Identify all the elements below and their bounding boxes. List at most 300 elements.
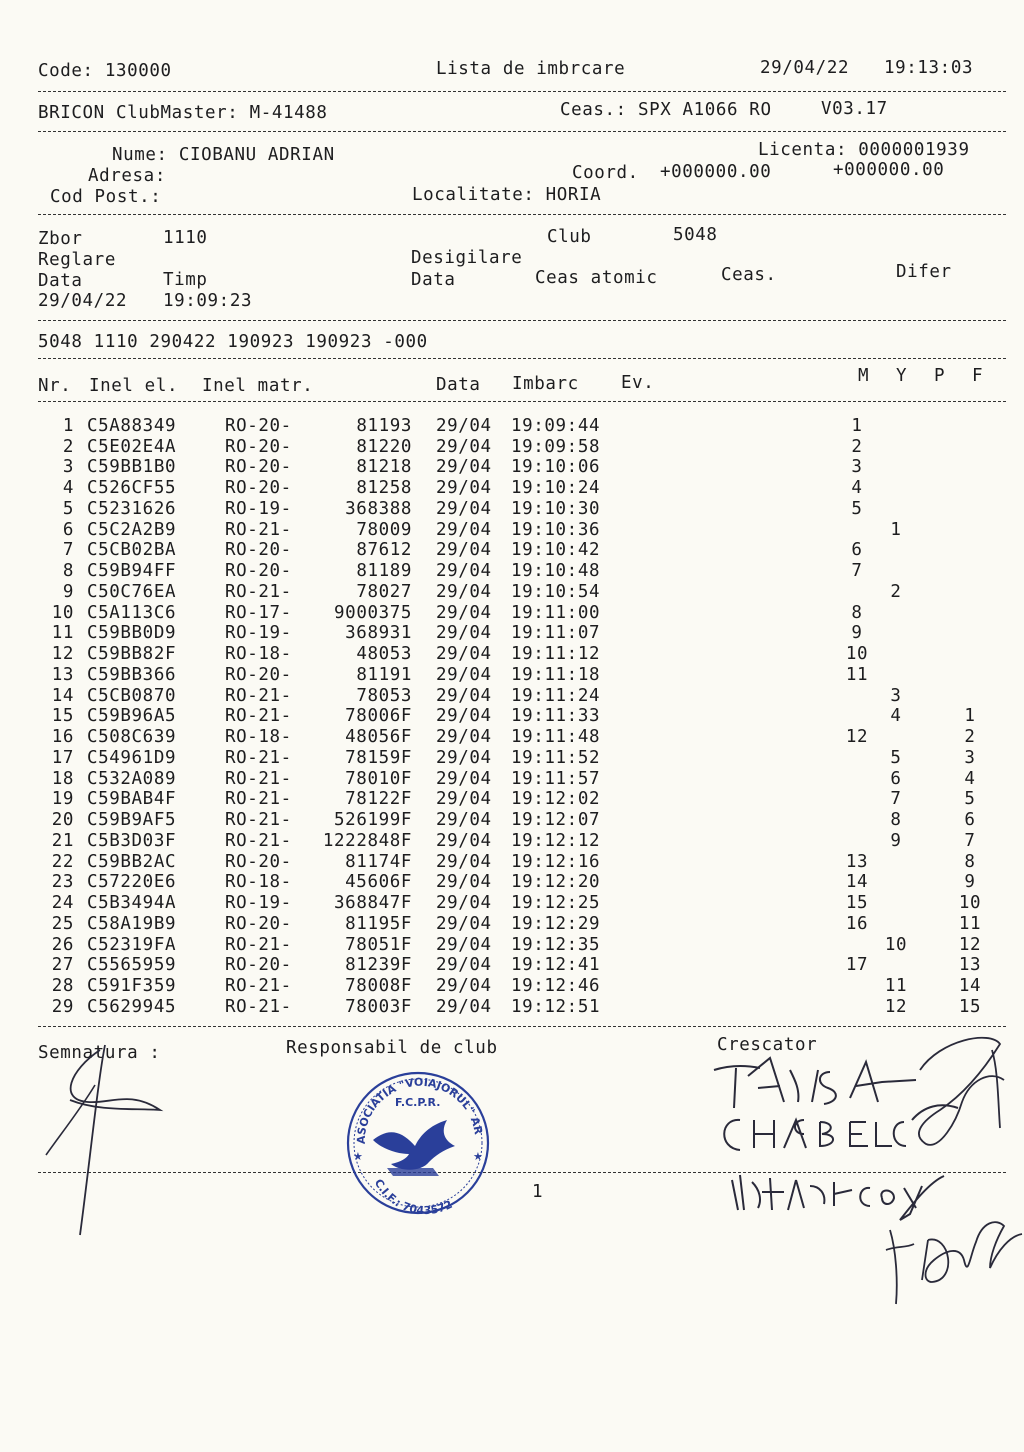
clock-column-label: Ceas. <box>721 265 777 285</box>
row-basketing-time: 19:12:41 <box>511 955 601 976</box>
row-date: 29/04 <box>436 747 492 768</box>
locality: Localitate: HORIA <box>412 185 602 205</box>
row-ring-prefix: RO-19- <box>225 893 292 914</box>
row-electronic-ring: C5231626 <box>87 498 177 519</box>
document-title: Lista de imbrcare <box>436 59 626 79</box>
row-date: 29/04 <box>436 851 492 872</box>
row-date: 29/04 <box>436 872 492 893</box>
row-y: 9 <box>890 830 902 851</box>
row-ring-number: 78027 <box>356 581 412 602</box>
row-nr: 24 <box>51 893 74 914</box>
row-ring-number: 9000375 <box>334 602 412 623</box>
row-electronic-ring: C5B3D03F <box>87 830 177 851</box>
row-ring-prefix: RO-20- <box>225 540 292 561</box>
row-f: 7 <box>964 830 976 851</box>
row-m: 5 <box>851 498 863 519</box>
row-ring-prefix: RO-20- <box>225 955 292 976</box>
row-y: 2 <box>890 581 902 602</box>
stamp-top-text: ASOCIATIA "VOIAJORUL" ARAD <box>338 1058 485 1145</box>
row-y: 6 <box>890 768 902 789</box>
row-f: 9 <box>964 872 976 893</box>
row-basketing-time: 19:11:33 <box>511 706 601 727</box>
divider <box>38 131 1006 132</box>
row-nr: 17 <box>51 747 74 768</box>
row-electronic-ring: C5E02E4A <box>87 436 177 457</box>
col-f: F <box>972 366 984 386</box>
row-ring-number: 81191 <box>356 664 412 685</box>
row-basketing-time: 19:10:36 <box>511 519 601 540</box>
breeder-label: Crescator <box>717 1035 818 1055</box>
table-row <box>0 623 1024 644</box>
row-date: 29/04 <box>436 934 492 955</box>
row-electronic-ring: C526CF55 <box>87 478 177 499</box>
version-label: V03.17 <box>821 99 888 119</box>
row-y: 1 <box>890 519 902 540</box>
row-electronic-ring: C59BB2AC <box>87 851 177 872</box>
row-ring-prefix: RO-21- <box>225 934 292 955</box>
row-ring-prefix: RO-18- <box>225 727 292 748</box>
row-basketing-time: 19:09:58 <box>511 436 601 457</box>
row-basketing-time: 19:10:54 <box>511 581 601 602</box>
address-label: Adresa: <box>88 166 166 186</box>
row-f: 14 <box>958 975 982 996</box>
row-electronic-ring: C5A88349 <box>87 416 177 436</box>
row-nr: 10 <box>51 602 74 623</box>
row-electronic-ring: C5A113C6 <box>87 602 177 623</box>
row-nr: 25 <box>51 913 74 934</box>
row-ring-number: 78010F <box>345 768 412 789</box>
row-date: 29/04 <box>436 685 492 706</box>
row-electronic-ring: C59BAB4F <box>87 789 177 810</box>
row-nr: 11 <box>51 623 74 644</box>
row-basketing-time: 19:12:35 <box>511 934 601 955</box>
flight-number: 1110 <box>163 228 208 248</box>
row-y: 12 <box>884 996 908 1017</box>
row-m: 6 <box>851 540 863 561</box>
row-ring-number: 78122F <box>345 789 412 810</box>
divider <box>38 91 1006 92</box>
row-f: 12 <box>958 934 982 955</box>
row-electronic-ring: C5CB02BA <box>87 540 177 561</box>
row-basketing-time: 19:11:48 <box>511 727 601 748</box>
row-ring-number: 81174F <box>345 851 412 872</box>
setting-date: 29/04/22 <box>38 291 128 311</box>
row-ring-number: 526199F <box>334 810 412 831</box>
row-f: 6 <box>964 810 976 831</box>
club-number: 5048 <box>673 225 718 245</box>
row-date: 29/04 <box>436 810 492 831</box>
row-m: 17 <box>845 955 869 976</box>
col-electronic-ring: Inel el. <box>89 376 179 396</box>
row-date: 29/04 <box>436 830 492 851</box>
row-basketing-time: 19:10:24 <box>511 478 601 499</box>
row-ring-number: 81258 <box>356 478 412 499</box>
coord-label: Coord. <box>572 163 639 183</box>
row-f: 5 <box>964 789 976 810</box>
row-ring-prefix: RO-18- <box>225 872 292 893</box>
stamp-fcpr: F.C.P.R. <box>395 1096 441 1109</box>
stamp-bird-icon <box>373 1120 455 1176</box>
row-electronic-ring: C57220E6 <box>87 872 177 893</box>
row-nr: 28 <box>51 975 74 996</box>
row-y: 8 <box>890 810 902 831</box>
row-ring-number: 81239F <box>345 955 412 976</box>
row-electronic-ring: C532A089 <box>87 768 177 789</box>
row-basketing-time: 19:10:30 <box>511 498 601 519</box>
row-y: 4 <box>890 706 902 727</box>
row-electronic-ring: C59B9AF5 <box>87 810 177 831</box>
row-date: 29/04 <box>436 436 492 457</box>
col-basketing-time: Imbarc <box>512 374 579 394</box>
row-nr: 14 <box>51 685 74 706</box>
row-electronic-ring: C591F359 <box>87 975 177 996</box>
club-label: Club <box>547 227 592 247</box>
divider <box>38 320 1006 321</box>
row-basketing-time: 19:10:06 <box>511 457 601 478</box>
row-ring-prefix: RO-21- <box>225 996 292 1017</box>
owner-name: Nume: CIOBANU ADRIAN <box>112 145 335 165</box>
row-basketing-time: 19:10:48 <box>511 561 601 582</box>
row-ring-prefix: RO-19- <box>225 623 292 644</box>
row-nr: 18 <box>51 768 74 789</box>
clubmaster-label: BRICON ClubMaster: M-41488 <box>38 103 328 123</box>
row-f: 13 <box>958 955 982 976</box>
row-ring-number: 48056F <box>345 727 412 748</box>
row-ring-prefix: RO-21- <box>225 685 292 706</box>
table-row <box>0 686 1024 707</box>
svg-text:★: ★ <box>353 1150 363 1163</box>
row-ring-number: 1222848F <box>322 830 412 851</box>
page-number: 1 <box>532 1182 544 1202</box>
row-f: 3 <box>964 747 976 768</box>
row-f: 10 <box>958 893 982 914</box>
row-ring-prefix: RO-21- <box>225 975 292 996</box>
row-date: 29/04 <box>436 498 492 519</box>
row-basketing-time: 19:11:57 <box>511 768 601 789</box>
row-basketing-time: 19:11:07 <box>511 623 601 644</box>
row-ring-prefix: RO-20- <box>225 436 292 457</box>
row-ring-number: 78159F <box>345 747 412 768</box>
summary-line: 5048 1110 290422 190923 190923 -000 <box>38 332 428 352</box>
row-date: 29/04 <box>436 644 492 665</box>
row-ring-prefix: RO-21- <box>225 706 292 727</box>
row-ring-prefix: RO-20- <box>225 851 292 872</box>
row-nr: 19 <box>51 789 74 810</box>
row-ring-number: 48053 <box>356 644 412 665</box>
row-ring-number: 81189 <box>356 561 412 582</box>
row-m: 3 <box>851 457 863 478</box>
row-m: 10 <box>845 644 869 665</box>
row-date: 29/04 <box>436 623 492 644</box>
row-m: 1 <box>851 416 863 436</box>
table-row <box>0 520 1024 541</box>
table-row <box>0 810 1024 831</box>
row-nr: 26 <box>51 934 74 955</box>
row-ring-number: 368847F <box>334 893 412 914</box>
header-date: 29/04/22 <box>760 58 850 78</box>
row-ring-number: 81220 <box>356 436 412 457</box>
flight-label: Zbor <box>38 229 83 249</box>
row-electronic-ring: C50C76EA <box>87 581 177 602</box>
row-ring-prefix: RO-20- <box>225 416 292 436</box>
row-y: 10 <box>884 934 908 955</box>
divider <box>38 401 1006 402</box>
table-row <box>0 769 1024 790</box>
row-y: 11 <box>884 975 908 996</box>
header-time: 19:13:03 <box>884 58 974 78</box>
atomic-clock-label: Ceas atomic <box>535 268 658 288</box>
row-date: 29/04 <box>436 996 492 1017</box>
row-date: 29/04 <box>436 789 492 810</box>
table-row <box>0 914 1024 935</box>
row-electronic-ring: C5B3494A <box>87 893 177 914</box>
row-date: 29/04 <box>436 913 492 934</box>
row-date: 29/04 <box>436 457 492 478</box>
row-y: 5 <box>890 747 902 768</box>
svg-text:★: ★ <box>473 1150 483 1163</box>
row-nr: 15 <box>51 706 74 727</box>
table-row <box>0 603 1024 624</box>
row-f: 2 <box>964 727 976 748</box>
table-row <box>0 893 1024 914</box>
row-basketing-time: 19:12:20 <box>511 872 601 893</box>
row-date: 29/04 <box>436 727 492 748</box>
table-row <box>0 976 1024 997</box>
row-m: 2 <box>851 436 863 457</box>
row-electronic-ring: C59BB1B0 <box>87 457 177 478</box>
table-row <box>0 561 1024 582</box>
row-f: 11 <box>958 913 982 934</box>
row-date: 29/04 <box>436 955 492 976</box>
row-y: 7 <box>890 789 902 810</box>
row-ring-prefix: RO-21- <box>225 581 292 602</box>
row-electronic-ring: C508C639 <box>87 727 177 748</box>
table-row <box>0 935 1024 956</box>
row-nr: 8 <box>62 561 74 582</box>
row-basketing-time: 19:12:16 <box>511 851 601 872</box>
unsealing-label: Desigilare <box>411 248 523 268</box>
row-basketing-time: 19:11:24 <box>511 685 601 706</box>
code-label: Code: 130000 <box>38 61 172 81</box>
row-ring-prefix: RO-18- <box>225 644 292 665</box>
row-basketing-time: 19:12:29 <box>511 913 601 934</box>
row-nr: 16 <box>51 727 74 748</box>
difference-label: Difer <box>896 262 952 282</box>
row-ring-number: 45606F <box>345 872 412 893</box>
row-ring-number: 78006F <box>345 706 412 727</box>
row-nr: 1 <box>62 416 74 436</box>
row-ring-prefix: RO-21- <box>225 830 292 851</box>
row-ring-prefix: RO-21- <box>225 810 292 831</box>
row-m: 9 <box>851 623 863 644</box>
table-row <box>0 416 1024 437</box>
row-basketing-time: 19:11:00 <box>511 602 601 623</box>
col-nr: Nr. <box>38 376 72 396</box>
row-nr: 12 <box>51 644 74 665</box>
table-row <box>0 955 1024 976</box>
row-nr: 23 <box>51 872 74 893</box>
table-row <box>0 789 1024 810</box>
row-electronic-ring: C5565959 <box>87 955 177 976</box>
table-row <box>0 852 1024 873</box>
row-basketing-time: 19:09:44 <box>511 416 601 436</box>
table-row <box>0 748 1024 769</box>
table-row <box>0 727 1024 748</box>
row-nr: 20 <box>51 810 74 831</box>
row-m: 7 <box>851 561 863 582</box>
row-electronic-ring: C59BB0D9 <box>87 623 177 644</box>
table-row <box>0 478 1024 499</box>
row-date: 29/04 <box>436 581 492 602</box>
row-ring-prefix: RO-20- <box>225 478 292 499</box>
row-f: 1 <box>964 706 976 727</box>
club-signature-drawing <box>40 1040 170 1240</box>
row-electronic-ring: C54961D9 <box>87 747 177 768</box>
row-ring-number: 78003F <box>345 996 412 1017</box>
row-ring-number: 368931 <box>345 623 412 644</box>
date-label-2: Data <box>411 270 456 290</box>
row-electronic-ring: C5C2A2B9 <box>87 519 177 540</box>
time-label: Timp <box>163 270 208 290</box>
col-event: Ev. <box>621 373 655 393</box>
row-f: 8 <box>964 851 976 872</box>
row-ring-number: 368388 <box>345 498 412 519</box>
row-m: 15 <box>845 893 869 914</box>
row-ring-prefix: RO-20- <box>225 457 292 478</box>
col-y: Y <box>896 366 908 386</box>
row-ring-number: 78051F <box>345 934 412 955</box>
row-ring-prefix: RO-17- <box>225 602 292 623</box>
row-date: 29/04 <box>436 478 492 499</box>
row-ring-number: 81195F <box>345 913 412 934</box>
club-responsible-label: Responsabil de club <box>286 1038 498 1058</box>
row-nr: 6 <box>62 519 74 540</box>
row-date: 29/04 <box>436 664 492 685</box>
table-row <box>0 540 1024 561</box>
row-basketing-time: 19:12:12 <box>511 830 601 851</box>
row-m: 8 <box>851 602 863 623</box>
license-number: Licenta: 0000001939 <box>758 140 970 160</box>
row-m: 11 <box>845 664 869 685</box>
col-m: M <box>858 366 870 386</box>
row-basketing-time: 19:12:51 <box>511 996 601 1017</box>
row-nr: 4 <box>62 478 74 499</box>
row-electronic-ring: C5CB0870 <box>87 685 177 706</box>
row-ring-prefix: RO-21- <box>225 519 292 540</box>
row-m: 4 <box>851 478 863 499</box>
row-basketing-time: 19:11:18 <box>511 664 601 685</box>
row-m: 12 <box>845 727 869 748</box>
row-date: 29/04 <box>436 519 492 540</box>
row-basketing-time: 19:12:02 <box>511 789 601 810</box>
row-date: 29/04 <box>436 540 492 561</box>
row-date: 29/04 <box>436 602 492 623</box>
row-ring-number: 81193 <box>356 416 412 436</box>
row-m: 16 <box>845 913 869 934</box>
row-date: 29/04 <box>436 561 492 582</box>
row-nr: 7 <box>62 540 74 561</box>
row-ring-number: 81218 <box>356 457 412 478</box>
row-electronic-ring: C59B96A5 <box>87 706 177 727</box>
row-ring-prefix: RO-19- <box>225 498 292 519</box>
table-row <box>0 457 1024 478</box>
row-f: 15 <box>958 996 982 1017</box>
date-label: Data <box>38 271 83 291</box>
row-ring-prefix: RO-20- <box>225 664 292 685</box>
row-ring-prefix: RO-20- <box>225 561 292 582</box>
row-nr: 9 <box>62 581 74 602</box>
divider <box>38 358 1006 359</box>
coord-x: +000000.00 <box>660 162 772 182</box>
row-f: 4 <box>964 768 976 789</box>
row-ring-prefix: RO-21- <box>225 768 292 789</box>
col-p: P <box>934 366 946 386</box>
setting-time: 19:09:23 <box>163 291 253 311</box>
stamp-cif: C.I.F.: 7043572 <box>371 1176 455 1218</box>
row-nr: 13 <box>51 664 74 685</box>
row-basketing-time: 19:11:52 <box>511 747 601 768</box>
table-row <box>0 706 1024 727</box>
row-nr: 29 <box>51 996 74 1017</box>
table-row <box>0 665 1024 686</box>
row-nr: 2 <box>62 436 74 457</box>
row-electronic-ring: C52319FA <box>87 934 177 955</box>
row-m: 13 <box>845 851 869 872</box>
row-date: 29/04 <box>436 706 492 727</box>
row-m: 14 <box>845 872 869 893</box>
row-basketing-time: 19:11:12 <box>511 644 601 665</box>
row-ring-number: 78009 <box>356 519 412 540</box>
row-basketing-time: 19:12:25 <box>511 893 601 914</box>
row-electronic-ring: C59BB366 <box>87 664 177 685</box>
setting-label: Reglare <box>38 250 116 270</box>
row-ring-prefix: RO-21- <box>225 747 292 768</box>
table-row <box>0 872 1024 893</box>
table-row <box>0 499 1024 520</box>
table-row <box>0 644 1024 665</box>
row-electronic-ring: C5629945 <box>87 996 177 1017</box>
club-stamp <box>338 1058 493 1218</box>
row-ring-number: 78053 <box>356 685 412 706</box>
row-y: 3 <box>890 685 902 706</box>
clock-label: Ceas.: SPX A1066 RO <box>560 100 772 120</box>
row-ring-prefix: RO-21- <box>225 789 292 810</box>
row-electronic-ring: C58A19B9 <box>87 913 177 934</box>
row-ring-prefix: RO-20- <box>225 913 292 934</box>
row-nr: 22 <box>51 851 74 872</box>
row-basketing-time: 19:10:42 <box>511 540 601 561</box>
row-date: 29/04 <box>436 768 492 789</box>
table-row <box>0 437 1024 458</box>
row-nr: 3 <box>62 457 74 478</box>
row-electronic-ring: C59B94FF <box>87 561 177 582</box>
row-basketing-time: 19:12:46 <box>511 975 601 996</box>
row-date: 29/04 <box>436 975 492 996</box>
row-nr: 5 <box>62 498 74 519</box>
breeder-signatures-drawing <box>700 1010 1024 1310</box>
divider <box>38 214 1006 215</box>
row-nr: 21 <box>51 830 74 851</box>
row-electronic-ring: C59BB82F <box>87 644 177 665</box>
coord-y: +000000.00 <box>833 160 945 180</box>
table-row <box>0 831 1024 852</box>
table-row <box>0 582 1024 603</box>
row-nr: 27 <box>51 955 74 976</box>
row-date: 29/04 <box>436 416 492 436</box>
row-date: 29/04 <box>436 893 492 914</box>
signature-label: Semnatura : <box>38 1043 161 1063</box>
col-ring-number: Inel matr. <box>202 376 314 396</box>
